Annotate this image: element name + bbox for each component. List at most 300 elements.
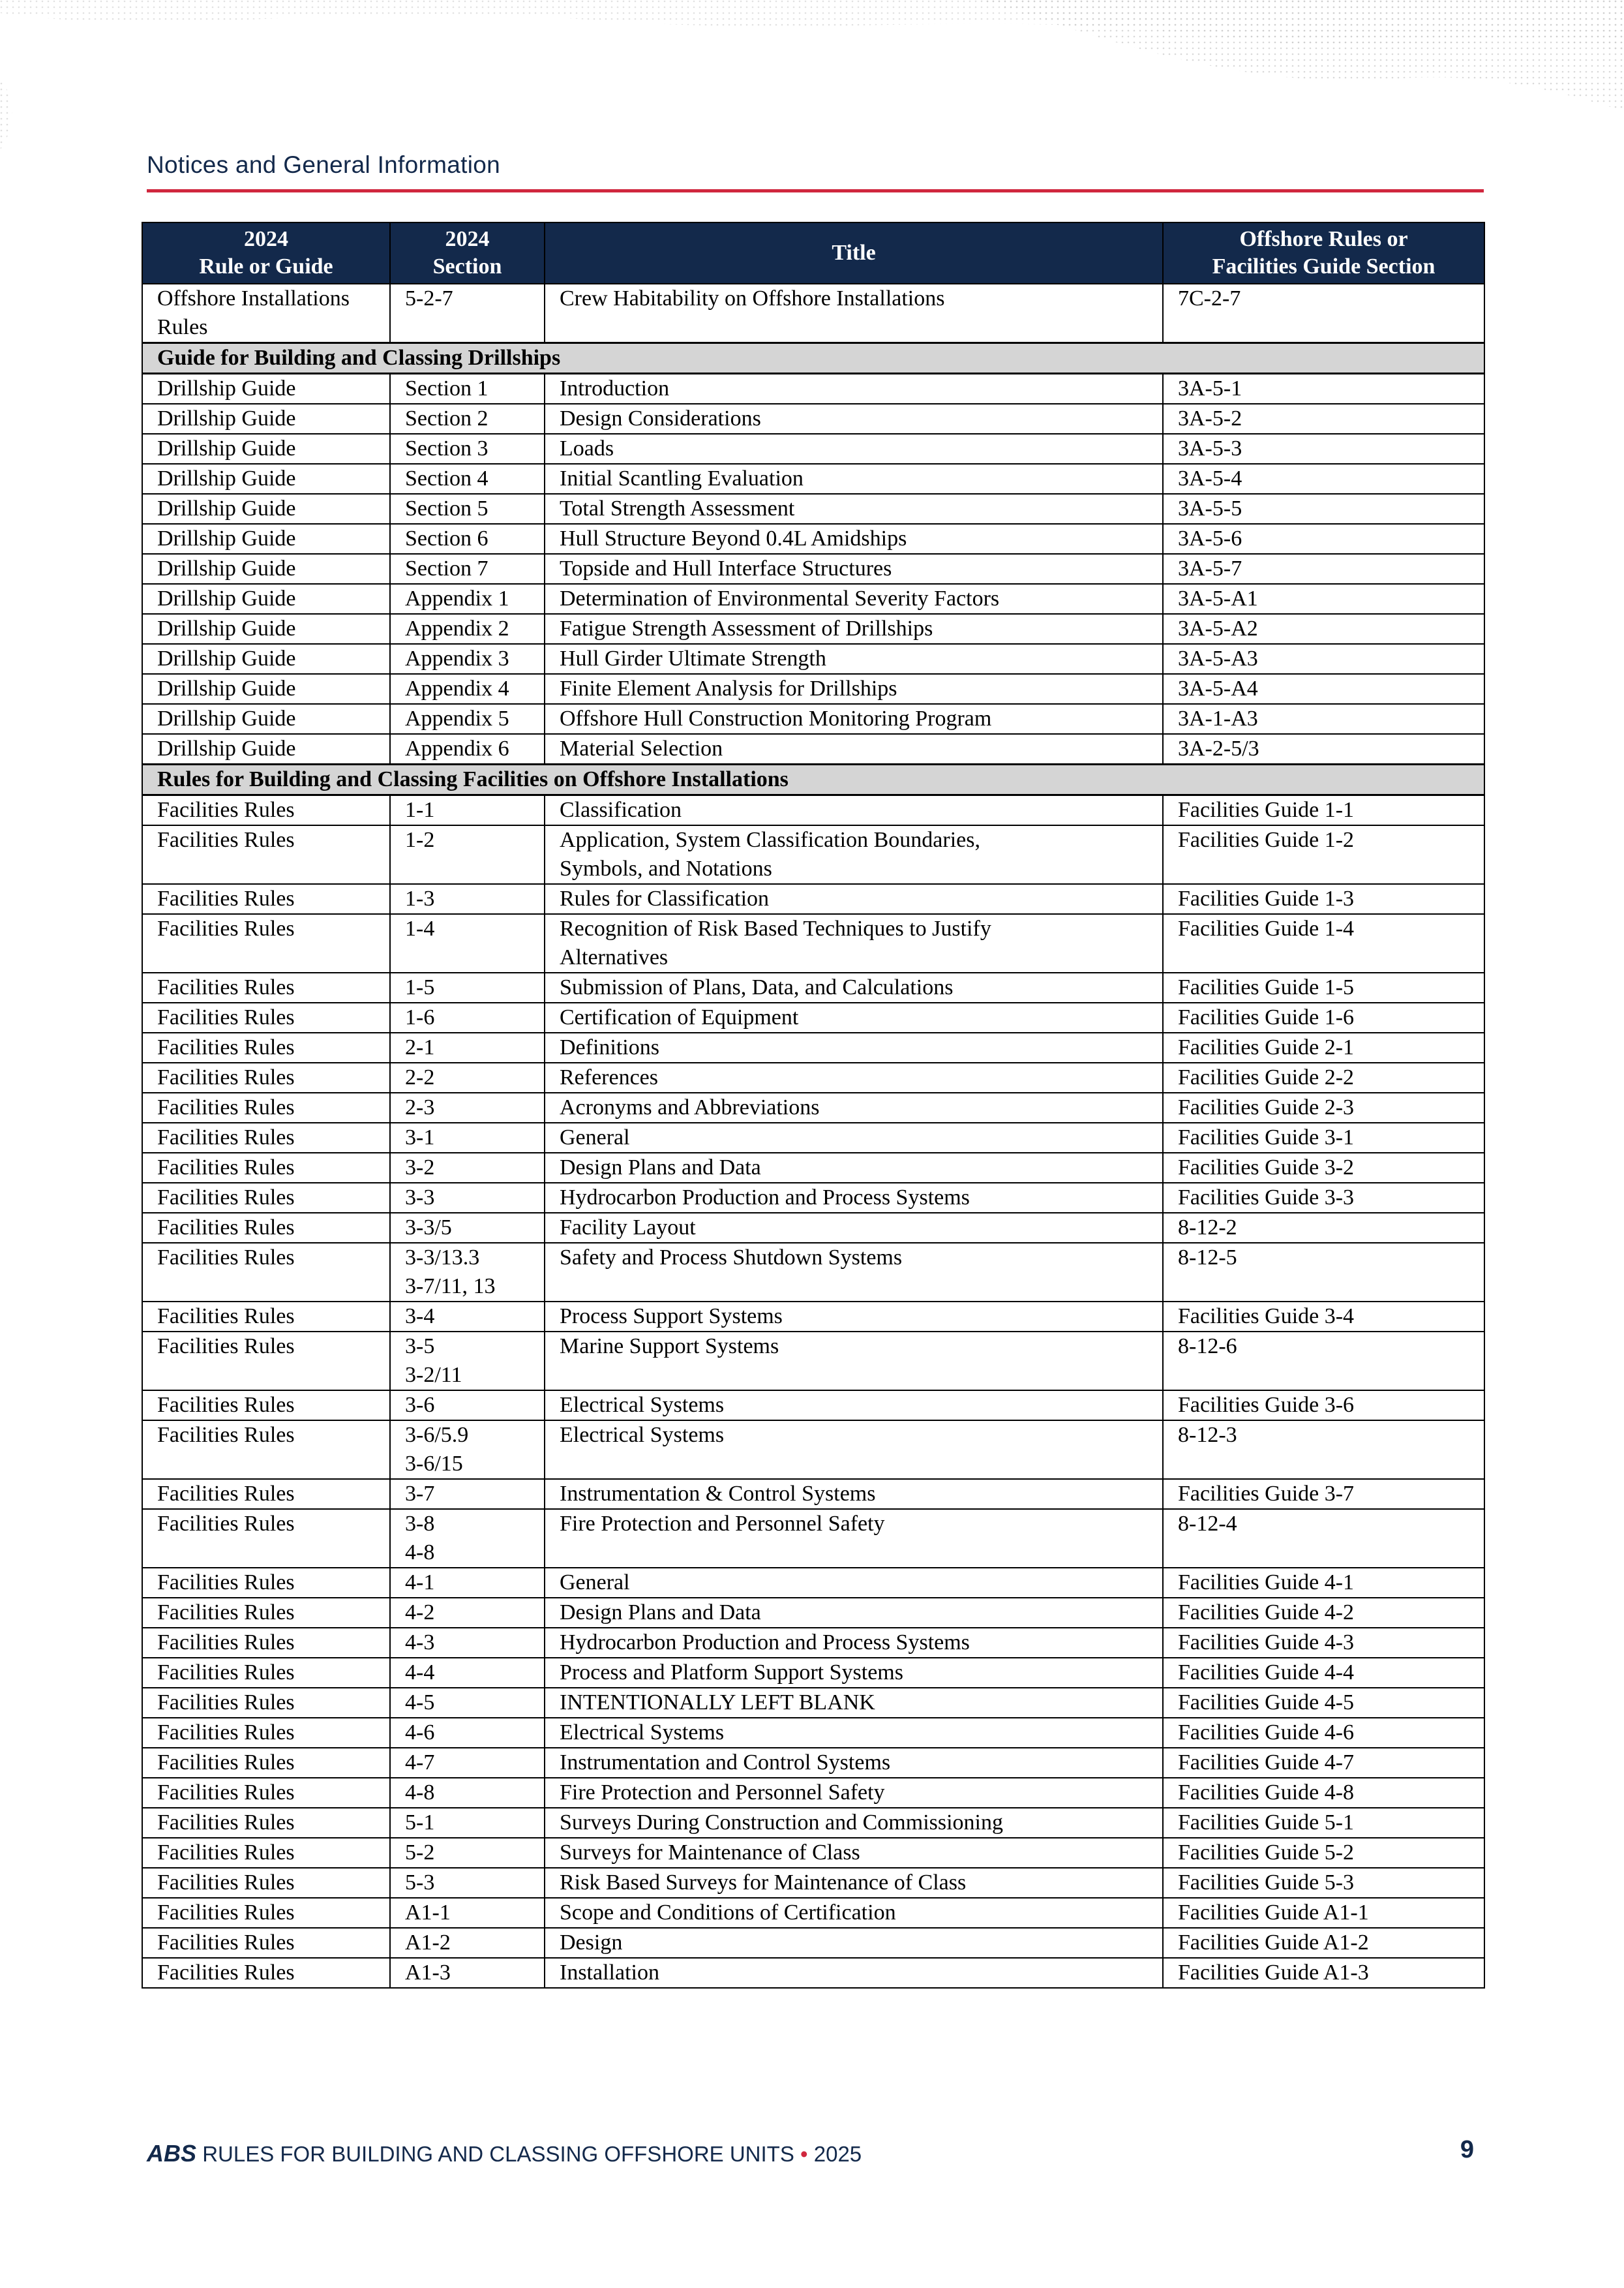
section-cell (390, 1778, 545, 1808)
cell-line: Definitions (560, 1035, 659, 1060)
offshore-section-cell (1163, 1033, 1484, 1063)
rule-or-guide-cell (142, 1748, 390, 1778)
rule-or-guide-cell (142, 1123, 390, 1153)
table-row (142, 1153, 1484, 1183)
title-cell (545, 1688, 1163, 1718)
cell-line: Facilities Guide A1-3 (1178, 1960, 1369, 1985)
section-cell (390, 554, 545, 584)
cell-line: References (560, 1065, 659, 1090)
section-cell (390, 1868, 545, 1898)
cell-line: 3-4 (405, 1304, 435, 1328)
section-cell (390, 1243, 545, 1302)
offshore-section-cell (1163, 1063, 1484, 1093)
column-header-3 (545, 222, 1163, 284)
title-cell (545, 1063, 1163, 1093)
rule-or-guide-cell (142, 1093, 390, 1123)
cell-line: Classification (560, 798, 682, 822)
cell-line: Appendix 6 (405, 737, 509, 761)
cell-line: Facilities Guide 2-2 (1178, 1065, 1355, 1090)
title-cell (545, 434, 1163, 464)
cell-line: Facilities Guide 4-7 (1178, 1750, 1355, 1775)
cell-line: 4-2 (405, 1600, 435, 1624)
cell-line: Facilities Rules (157, 887, 295, 911)
cell-line: Facilities Guide 3-7 (1178, 1482, 1355, 1506)
rule-or-guide-cell (142, 734, 390, 765)
rule-or-guide-cell (142, 1153, 390, 1183)
cell-line: Facilities Guide 4-4 (1178, 1660, 1355, 1685)
title-cell (545, 374, 1163, 404)
offshore-section-cell (1163, 1598, 1484, 1628)
title-cell (545, 464, 1163, 494)
table-row (142, 1420, 1484, 1479)
rule-or-guide-cell (142, 1243, 390, 1302)
offshore-section-cell (1163, 584, 1484, 614)
cell-line: Submission of Plans, Data, and Calculations (560, 975, 954, 999)
cell-line: Facilities Rules (157, 1393, 295, 1417)
section-cell (390, 795, 545, 826)
cell-line: Facilities Rules (157, 1185, 295, 1210)
cell-line: 4-7 (405, 1750, 435, 1775)
title-cell (545, 1808, 1163, 1838)
cell-line: Total Strength Assessment (560, 496, 795, 521)
table-header (142, 222, 1484, 284)
section-cell (390, 973, 545, 1003)
cell-line: 3-3/13.3 (405, 1245, 480, 1270)
cell-line: Drillship Guide (157, 557, 296, 581)
title-cell (545, 1898, 1163, 1928)
cell-line: Facilities Guide 1-4 (1178, 917, 1355, 941)
cell-line: INTENTIONALLY LEFT BLANK (560, 1690, 875, 1715)
section-cell (390, 1808, 545, 1838)
cell-line: Determination of Environmental Severity Factors (560, 587, 1000, 611)
offshore-section-cell (1163, 1808, 1484, 1838)
cell-line: 4-3 (405, 1630, 435, 1655)
rule-or-guide-cell (142, 284, 390, 343)
cell-line: Facilities Guide 4-3 (1178, 1630, 1355, 1655)
cell-line: Facilities Guide 2-3 (1178, 1095, 1355, 1120)
title-cell (545, 1093, 1163, 1123)
section-cell (390, 1958, 545, 1988)
cell-line: Drillship Guide (157, 436, 296, 461)
column-header-line: Title (832, 241, 876, 265)
cell-line: Safety and Process Shutdown Systems (560, 1245, 903, 1270)
cell-line: 3-2/11 (405, 1363, 462, 1387)
offshore-section-cell (1163, 1302, 1484, 1332)
cell-line: 3A-5-A3 (1178, 647, 1258, 671)
cross-reference-table (142, 222, 1485, 1989)
cell-line: Facilities Rules (157, 1750, 295, 1775)
cell-line: A1-2 (405, 1930, 451, 1955)
offshore-section-cell (1163, 1898, 1484, 1928)
cell-line: 5-2-7 (405, 286, 453, 311)
rule-or-guide-cell (142, 884, 390, 914)
offshore-section-cell (1163, 1688, 1484, 1718)
table-row (142, 1868, 1484, 1898)
publication-title: RULES FOR BUILDING AND CLASSING OFFSHORE UNITS (202, 2142, 794, 2166)
rule-or-guide-cell (142, 674, 390, 704)
section-cell (390, 464, 545, 494)
cell-line: Facilities Guide 5-3 (1178, 1870, 1355, 1895)
title-cell (545, 1958, 1163, 1988)
cell-line: Instrumentation and Control Systems (560, 1750, 891, 1775)
cell-line: Surveys for Maintenance of Class (560, 1840, 860, 1865)
cell-line: Facilities Rules (157, 1600, 295, 1624)
rule-or-guide-cell (142, 1658, 390, 1688)
offshore-section-cell (1163, 914, 1484, 973)
cell-line: Facilities Rules (157, 1065, 295, 1090)
title-cell (545, 584, 1163, 614)
title-cell (545, 284, 1163, 343)
title-cell (545, 494, 1163, 524)
table-row (142, 734, 1484, 765)
rule-or-guide-cell (142, 1183, 390, 1213)
cell-line: Scope and Conditions of Certification (560, 1900, 896, 1925)
cell-line: Section 5 (405, 496, 489, 521)
cell-line: Facilities Rules (157, 1960, 295, 1985)
offshore-section-cell (1163, 734, 1484, 765)
cell-line: Hydrocarbon Production and Process Systems (560, 1630, 970, 1655)
cell-line: Section 6 (405, 526, 489, 551)
cell-line: 4-1 (405, 1570, 435, 1594)
cell-line: 2-2 (405, 1065, 435, 1090)
cell-line: Facilities Guide 3-2 (1178, 1155, 1355, 1180)
rule-or-guide-cell (142, 1808, 390, 1838)
cell-line: 3A-5-A1 (1178, 587, 1258, 611)
cell-line: Facilities Guide 4-6 (1178, 1720, 1355, 1745)
rule-or-guide-cell (142, 524, 390, 554)
rule-or-guide-cell (142, 1302, 390, 1332)
cell-line: 3A-5-A2 (1178, 617, 1258, 641)
rule-or-guide-cell (142, 1928, 390, 1958)
title-cell (545, 1748, 1163, 1778)
cell-line: Fire Protection and Personnel Safety (560, 1780, 885, 1805)
table-row (142, 524, 1484, 554)
cell-line: 3-3 (405, 1185, 435, 1210)
cell-line: Section 4 (405, 466, 489, 491)
cell-line: Offshore Hull Construction Monitoring Program (560, 707, 992, 731)
cell-line: Facilities Rules (157, 828, 295, 852)
section-cell (390, 584, 545, 614)
cell-line: Electrical Systems (560, 1423, 725, 1447)
rule-or-guide-cell (142, 1568, 390, 1598)
cell-line: 3-6/15 (405, 1452, 463, 1476)
cell-line: 7C-2-7 (1178, 286, 1241, 311)
cell-line: 3A-5-5 (1178, 496, 1242, 521)
cell-line: 1-5 (405, 975, 435, 999)
cell-line: Hull Structure Beyond 0.4L Amidships (560, 526, 907, 551)
cell-line: Drillship Guide (157, 496, 296, 521)
cell-line: Section 3 (405, 436, 489, 461)
cell-line: Drillship Guide (157, 526, 296, 551)
section-cell (390, 374, 545, 404)
cell-line: 4-5 (405, 1690, 435, 1715)
offshore-section-cell (1163, 1003, 1484, 1033)
title-cell (545, 973, 1163, 1003)
cell-line: Electrical Systems (560, 1393, 725, 1417)
cell-line: Facilities Guide 3-1 (1178, 1125, 1355, 1150)
table-row (142, 1243, 1484, 1302)
offshore-section-cell (1163, 1332, 1484, 1390)
cell-line: Rules for Classification (560, 887, 770, 911)
table-row (142, 1628, 1484, 1658)
title-cell (545, 1183, 1163, 1213)
title-cell (545, 1778, 1163, 1808)
bullet-separator: • (800, 2142, 808, 2166)
column-header-line: Section (432, 254, 502, 279)
cell-line: 8-12-6 (1178, 1334, 1237, 1358)
rule-or-guide-cell (142, 1213, 390, 1243)
cell-line: 2-1 (405, 1035, 435, 1060)
cell-line: Drillship Guide (157, 707, 296, 731)
rule-or-guide-cell (142, 973, 390, 1003)
table-row (142, 1838, 1484, 1868)
offshore-section-cell (1163, 1868, 1484, 1898)
cell-line: 1-2 (405, 828, 435, 852)
offshore-section-cell (1163, 1748, 1484, 1778)
title-cell (545, 1718, 1163, 1748)
cell-line: 3A-5-A4 (1178, 677, 1258, 701)
cell-line: Drillship Guide (157, 617, 296, 641)
section-cell (390, 825, 545, 884)
table-row (142, 1123, 1484, 1153)
cell-line: Facilities Rules (157, 1095, 295, 1120)
rule-or-guide-cell (142, 1479, 390, 1509)
cell-line: Drillship Guide (157, 737, 296, 761)
cell-line: Appendix 5 (405, 707, 509, 731)
cell-line: Process and Platform Support Systems (560, 1660, 903, 1685)
section-cell (390, 1658, 545, 1688)
cell-line: 3-2 (405, 1155, 435, 1180)
cell-line: Introduction (560, 376, 670, 401)
offshore-section-cell (1163, 884, 1484, 914)
cell-line: Installation (560, 1960, 659, 1985)
cell-line: Appendix 2 (405, 617, 509, 641)
cell-line: Facilities Guide 4-2 (1178, 1600, 1355, 1624)
section-cell (390, 704, 545, 734)
table-row (142, 1302, 1484, 1332)
rule-or-guide-cell (142, 825, 390, 884)
offshore-section-cell (1163, 795, 1484, 826)
offshore-section-cell (1163, 674, 1484, 704)
offshore-section-cell (1163, 1568, 1484, 1598)
title-cell (545, 1479, 1163, 1509)
title-cell (545, 1003, 1163, 1033)
title-cell (545, 674, 1163, 704)
cell-line: Facilities Rules (157, 1245, 295, 1270)
table-row (142, 825, 1484, 884)
table-row (142, 1748, 1484, 1778)
rule-or-guide-cell (142, 404, 390, 434)
page-number: 9 (1460, 2136, 1474, 2163)
offshore-section-cell (1163, 374, 1484, 404)
offshore-section-cell (1163, 1183, 1484, 1213)
cell-line: Facilities Guide 1-6 (1178, 1005, 1355, 1030)
cell-line: Fatigue Strength Assessment of Drillships (560, 617, 933, 641)
rule-or-guide-cell (142, 1033, 390, 1063)
cell-line: Facilities Guide 1-5 (1178, 975, 1355, 999)
cell-line: 3A-2-5/3 (1178, 737, 1259, 761)
cell-line: 3-7 (405, 1482, 435, 1506)
group-subheader-row (142, 765, 1484, 795)
rule-or-guide-cell (142, 795, 390, 826)
cell-line: Facilities Guide 2-1 (1178, 1035, 1355, 1060)
table-row (142, 1213, 1484, 1243)
cell-line: Appendix 4 (405, 677, 509, 701)
cell-line: Facilities Guide A1-1 (1178, 1900, 1369, 1925)
title-cell (545, 1213, 1163, 1243)
title-cell (545, 644, 1163, 674)
offshore-section-cell (1163, 1658, 1484, 1688)
offshore-section-cell (1163, 1153, 1484, 1183)
cell-line: 5-2 (405, 1840, 435, 1865)
table-row (142, 1390, 1484, 1420)
cell-line: 1-4 (405, 917, 435, 941)
cell-line: Section 7 (405, 557, 489, 581)
table-row (142, 1688, 1484, 1718)
cell-line: Facilities Rules (157, 1810, 295, 1835)
cell-line: 3-3/5 (405, 1215, 452, 1240)
table-row (142, 1093, 1484, 1123)
offshore-section-cell (1163, 464, 1484, 494)
table-row (142, 1718, 1484, 1748)
group-subheader: Guide for Building and Classing Drillships (142, 343, 1484, 374)
column-header-1 (142, 222, 390, 284)
section-cell (390, 1390, 545, 1420)
cell-line: Application, System Classification Boundaries, (560, 828, 980, 852)
rule-or-guide-cell (142, 1509, 390, 1568)
offshore-section-cell (1163, 1838, 1484, 1868)
rule-or-guide-cell (142, 1688, 390, 1718)
table-body (142, 284, 1484, 1988)
section-cell (390, 1420, 545, 1479)
table-row (142, 584, 1484, 614)
cell-line: Facilities Rules (157, 975, 295, 999)
offshore-section-cell (1163, 704, 1484, 734)
offshore-section-cell (1163, 1479, 1484, 1509)
cell-line: Instrumentation & Control Systems (560, 1482, 876, 1506)
rule-or-guide-cell (142, 1868, 390, 1898)
section-cell (390, 1568, 545, 1598)
title-cell (545, 1928, 1163, 1958)
offshore-section-cell (1163, 1778, 1484, 1808)
table-row (142, 1568, 1484, 1598)
table-row (142, 464, 1484, 494)
cell-line: 3A-5-3 (1178, 436, 1242, 461)
cell-line: 3-8 (405, 1512, 435, 1536)
cell-line: General (560, 1570, 630, 1594)
section-cell (390, 1718, 545, 1748)
cell-line: Offshore Installations (157, 286, 350, 311)
cell-line: Section 1 (405, 376, 489, 401)
cell-line: A1-3 (405, 1960, 451, 1985)
section-cell (390, 1928, 545, 1958)
title-cell (545, 1509, 1163, 1568)
cell-line: Section 2 (405, 406, 489, 431)
cell-line: 4-8 (405, 1780, 435, 1805)
cell-line: Drillship Guide (157, 376, 296, 401)
offshore-section-cell (1163, 434, 1484, 464)
cell-line: Facilities Rules (157, 1780, 295, 1805)
header-row (142, 222, 1484, 284)
cell-line: Design (560, 1930, 623, 1955)
cell-line: 8-12-5 (1178, 1245, 1237, 1270)
cell-line: Facilities Rules (157, 1155, 295, 1180)
cell-line: Facilities Rules (157, 1720, 295, 1745)
rule-or-guide-cell (142, 1628, 390, 1658)
title-cell (545, 1153, 1163, 1183)
cell-line: Drillship Guide (157, 587, 296, 611)
cell-line: 4-8 (405, 1540, 435, 1564)
cell-line: General (560, 1125, 630, 1150)
section-cell (390, 1213, 545, 1243)
title-cell (545, 1598, 1163, 1628)
title-cell (545, 1332, 1163, 1390)
table-row (142, 614, 1484, 644)
table-row (142, 1598, 1484, 1628)
offshore-section-cell (1163, 1390, 1484, 1420)
table-row (142, 644, 1484, 674)
cell-line: 3A-5-2 (1178, 406, 1242, 431)
table-row (142, 434, 1484, 464)
table-row (142, 1778, 1484, 1808)
rule-or-guide-cell (142, 554, 390, 584)
cell-line: Rules (157, 315, 208, 339)
offshore-section-cell (1163, 1243, 1484, 1302)
cell-line: 4-4 (405, 1660, 435, 1685)
column-header-2 (390, 222, 545, 284)
section-cell (390, 1003, 545, 1033)
cell-line: Facilities Rules (157, 1482, 295, 1506)
offshore-section-cell (1163, 973, 1484, 1003)
cell-line: Facilities Rules (157, 1840, 295, 1865)
cell-line: Facilities Rules (157, 1512, 295, 1536)
offshore-section-cell (1163, 1718, 1484, 1748)
offshore-section-cell (1163, 644, 1484, 674)
cell-line: 3-1 (405, 1125, 435, 1150)
title-cell (545, 1033, 1163, 1063)
title-cell (545, 884, 1163, 914)
rule-or-guide-cell (142, 1598, 390, 1628)
cell-line: Facilities Rules (157, 1690, 295, 1715)
rule-or-guide-cell (142, 1898, 390, 1928)
section-cell (390, 1688, 545, 1718)
cell-line: Certification of Equipment (560, 1005, 799, 1030)
section-cell (390, 494, 545, 524)
cell-line: Facilities Rules (157, 1035, 295, 1060)
title-cell (545, 1390, 1163, 1420)
table-row (142, 1898, 1484, 1928)
section-cell (390, 734, 545, 765)
cell-line: Facilities Guide 3-3 (1178, 1185, 1355, 1210)
table-row (142, 1928, 1484, 1958)
cell-line: 3A-5-4 (1178, 466, 1242, 491)
section-cell (390, 404, 545, 434)
cell-line: 8-12-2 (1178, 1215, 1237, 1240)
cell-line: Facilities Guide A1-2 (1178, 1930, 1369, 1955)
cell-line: Acronyms and Abbreviations (560, 1095, 820, 1120)
column-header-line: Facilities Guide Section (1212, 254, 1436, 279)
title-cell (545, 524, 1163, 554)
group-subheader-row (142, 343, 1484, 374)
cell-line: A1-1 (405, 1900, 451, 1925)
cell-line: Risk Based Surveys for Maintenance of Class (560, 1870, 967, 1895)
cell-line: Facilities Guide 4-1 (1178, 1570, 1355, 1594)
cell-line: Initial Scantling Evaluation (560, 466, 804, 491)
title-cell (545, 554, 1163, 584)
title-cell (545, 704, 1163, 734)
table-row (142, 1808, 1484, 1838)
cell-line: 8-12-3 (1178, 1423, 1237, 1447)
